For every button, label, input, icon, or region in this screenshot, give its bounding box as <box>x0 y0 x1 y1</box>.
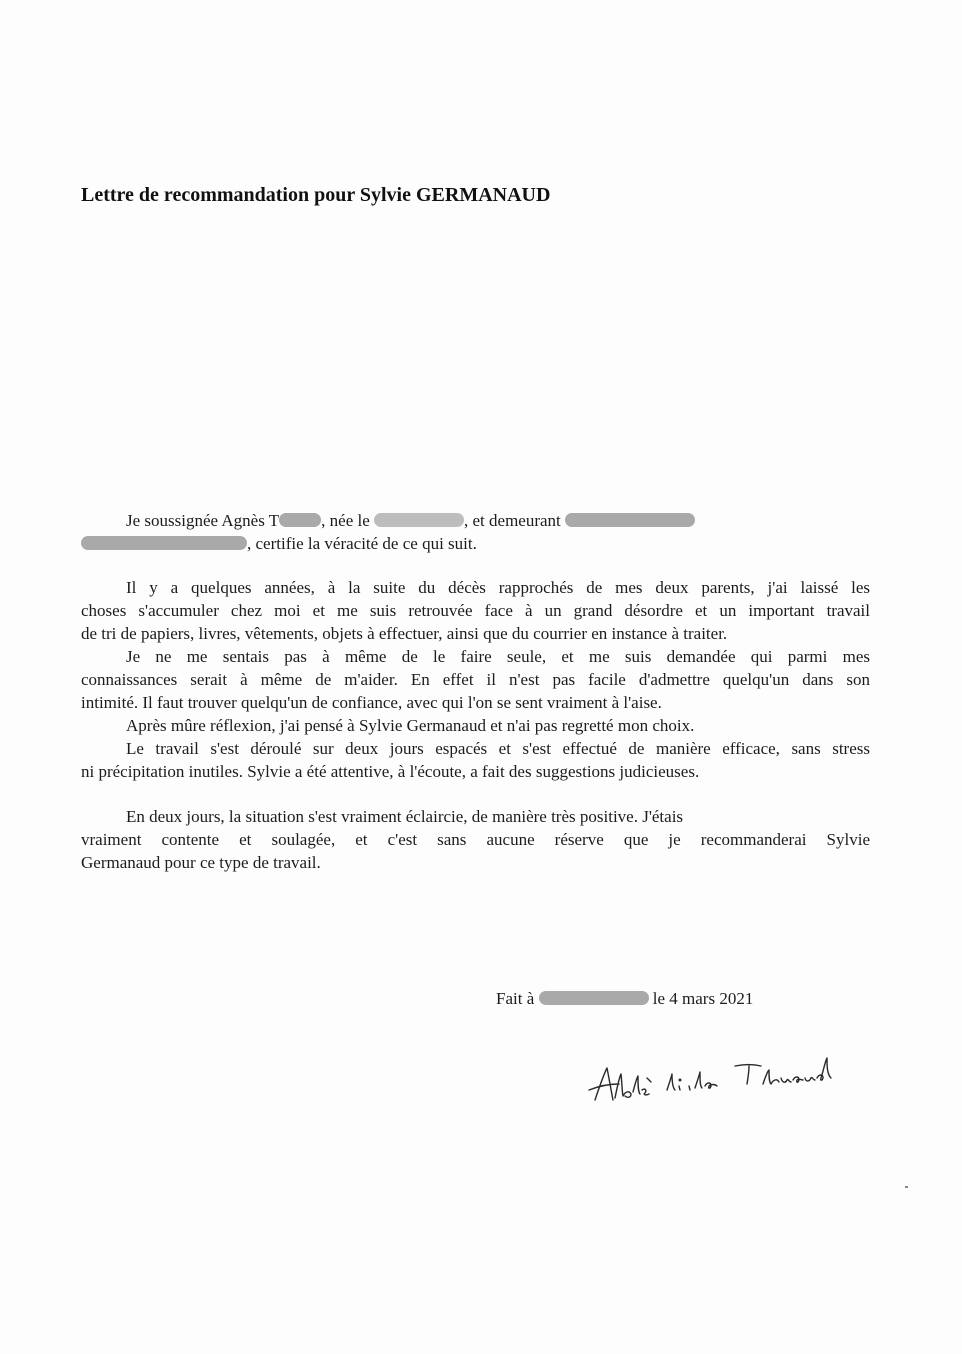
closing-line: vraiment contente et soulagée, et c'est sans aucune réserve que je recommanderai Sylvie <box>81 830 870 849</box>
body-line: Le travail s'est déroulé sur deux jours espacés et s'est effectué de manière efficace, sans stress <box>126 739 870 758</box>
body-line: Après mûre réflexion, j'ai pensé à Sylvie Germanaud et n'ai pas regretté mon choix. <box>126 716 695 735</box>
body-line: connaissances serait à même de m'aider. En effet il n'est pas facile d'admettre quelqu'un dans son <box>81 670 870 689</box>
place-prefix: Fait à <box>496 989 535 1008</box>
body-line: intimité. Il faut trouver quelqu'un de confiance, avec qui l'on se sent vraiment à l'aise. <box>81 693 662 712</box>
redacted-address-1 <box>565 513 695 527</box>
intro-text-certify: , certifie la véracité de ce qui suit. <box>247 534 477 553</box>
body-line: de tri de papiers, livres, vêtements, objets à effectuer, ainsi que du courrier en instance à traiter. <box>81 624 728 643</box>
closing-line: En deux jours, la situation s'est vraiment éclaircie, de manière très positive. J'étais <box>126 807 684 826</box>
body-line: Je ne me sentais pas à même de le faire seule, et me suis demandée qui parmi mes <box>126 647 870 666</box>
letter-title: Lettre de recommandation pour Sylvie GERMANAUD <box>81 184 551 206</box>
closing-line: Germanaud pour ce type de travail. <box>81 853 321 872</box>
intro-line-1 <box>126 509 695 532</box>
intro-text-signatory: Je soussignée Agnès T <box>126 511 280 530</box>
place-date-line <box>496 987 753 1010</box>
redacted-place <box>539 991 649 1005</box>
redacted-address-2 <box>81 536 247 550</box>
redacted-birthdate <box>374 513 464 527</box>
body-line: Il y a quelques années, à la suite du décès rapprochés de mes deux parents, j'ai laissé les <box>126 578 870 597</box>
redacted-surname <box>279 513 321 527</box>
scan-speck <box>905 1186 908 1188</box>
date-text: le 4 mars 2021 <box>652 989 754 1008</box>
body-line: choses s'accumuler chez moi et me suis retrouvée face à un grand désordre et un important travail <box>81 601 870 620</box>
body-line: ni précipitation inutiles. Sylvie a été attentive, à l'écoute, a fait des suggestions judicieuses. <box>81 762 700 781</box>
handwritten-signature <box>585 1048 855 1118</box>
intro-line-2 <box>81 532 477 555</box>
intro-text-born: , née le <box>321 511 375 530</box>
intro-text-residing: , et demeurant <box>464 511 566 530</box>
